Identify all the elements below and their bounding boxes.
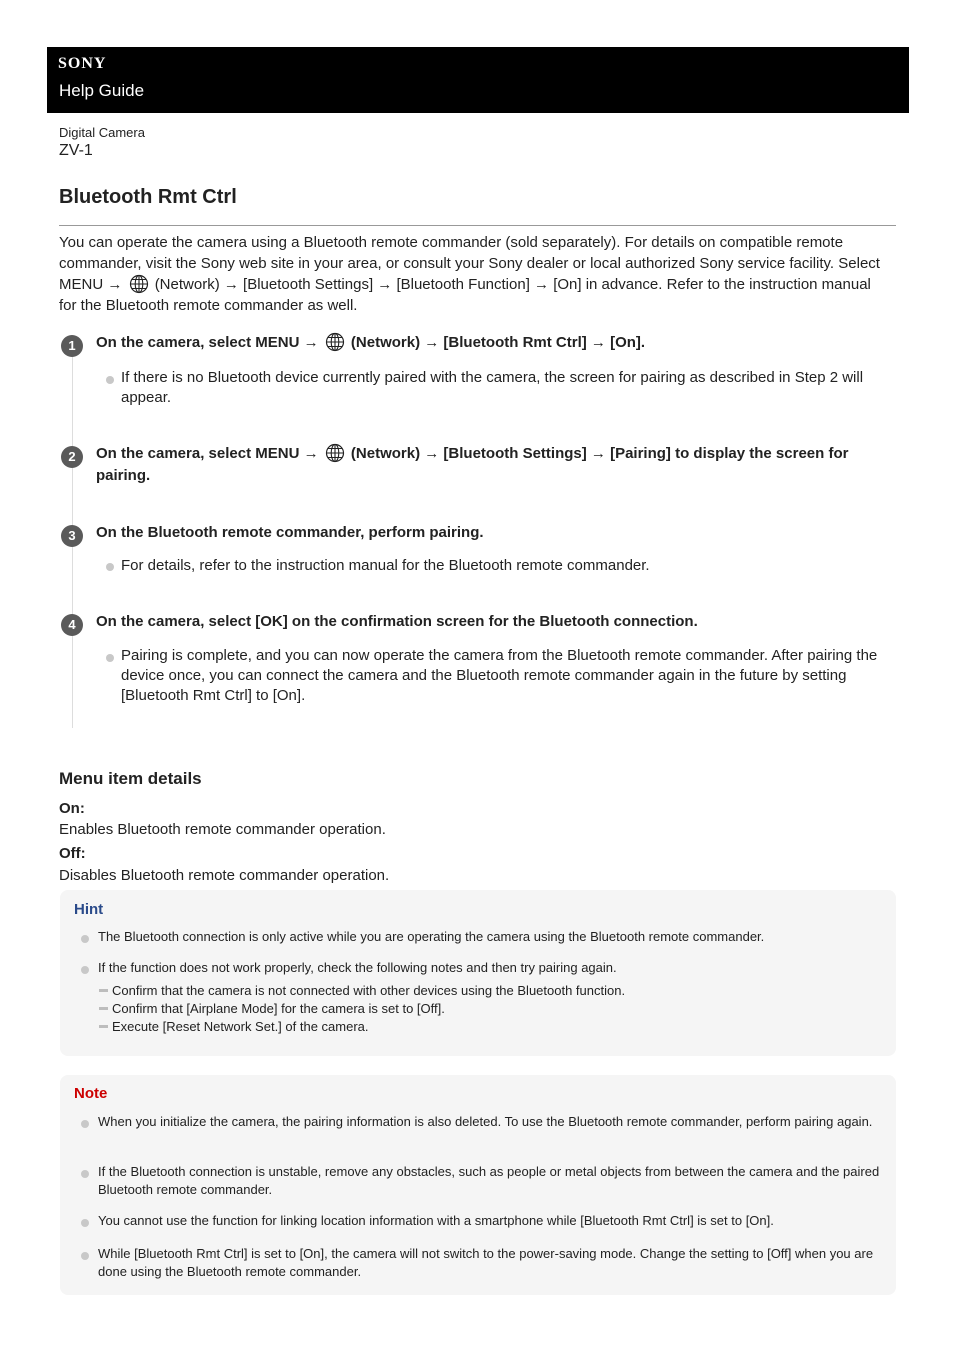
step-title-2	[96, 443, 892, 487]
bullet-dot	[81, 1170, 89, 1178]
bullet-dot	[106, 563, 114, 571]
step-title-1	[96, 332, 892, 354]
step-title-3: On the Bluetooth remote commander, perform pairing.	[96, 524, 484, 541]
hint-title: Hint	[74, 901, 104, 918]
note-box	[60, 1075, 896, 1295]
breadcrumb-category: Digital Camera	[59, 125, 145, 140]
menu-desc-off: Disables Bluetooth remote commander operation.	[59, 867, 390, 884]
bullet-dot	[81, 966, 89, 974]
step-title-1-post: (Network) → [Bluetooth Rmt Ctrl] → [On].	[350, 334, 646, 351]
breadcrumb-model: ZV-1	[59, 142, 93, 159]
note-item: When you initialize the camera, the pairing information is also deleted. To use the Bluetooth remote commander, perform pairing again.	[98, 1114, 873, 1129]
hint-box	[60, 890, 896, 1056]
help-guide-label: Help Guide	[59, 81, 145, 100]
dash-bullet	[99, 1025, 108, 1028]
globe-icon	[325, 332, 345, 352]
step-4-bullet: Pairing is complete, and you can now operate the camera from the Bluetooth remote commander. After pairing the device once, you can connect the camera and the Bluetooth remote commander again in the future by setting [Bluetooth Rmt Ctrl] to [On].	[121, 647, 878, 704]
step-1-bullet: If there is no Bluetooth device currently paired with the camera, the screen for pairing as described in Step 2 will appear.	[121, 369, 864, 406]
step-title-2-pre: On the camera, select MENU →	[96, 445, 319, 462]
intro-text-2: (Network) → [Bluetooth Settings] → [Bluetooth Function] → [On] in advance. Refer to the instruction manual for the Bluetooth remote commander as well.	[59, 276, 871, 314]
intro-paragraph	[59, 232, 889, 316]
hint-subitem: Execute [Reset Network Set.] of the camera.	[112, 1019, 369, 1034]
note-item: You cannot use the function for linking location information with a smartphone while [Bluetooth Rmt Ctrl] is set to [On].	[98, 1213, 774, 1228]
bullet-dot	[81, 1120, 89, 1128]
dash-bullet	[99, 1007, 108, 1010]
globe-icon	[129, 274, 149, 294]
step-number-2: 2	[61, 446, 83, 468]
page-title: Bluetooth Rmt Ctrl	[59, 186, 237, 208]
hint-item: If the function does not work properly, check the following notes and then try pairing again.	[98, 960, 617, 975]
hint-item: The Bluetooth connection is only active while you are operating the camera using the Bluetooth remote commander.	[98, 929, 765, 944]
bullet-dot	[81, 1252, 89, 1260]
step-number-3: 3	[61, 525, 83, 547]
bullet-dot	[81, 935, 89, 943]
step-title-2-post: (Network) → [Bluetooth Settings] → [Pairing] to display the screen for pairing.	[96, 445, 849, 484]
bullet-dot	[81, 1219, 89, 1227]
menu-term-off: Off:	[59, 845, 86, 862]
step-3-bullet: For details, refer to the instruction manual for the Bluetooth remote commander.	[121, 557, 650, 574]
dash-bullet	[99, 989, 108, 992]
sony-logo[interactable]: SONY	[58, 55, 107, 72]
note-item: If the Bluetooth connection is unstable, remove any obstacles, such as people or metal objects from between the camera and the paired Bluetooth remote commander.	[98, 1164, 880, 1197]
note-title: Note	[74, 1085, 108, 1102]
step-number-4: 4	[61, 614, 83, 636]
hint-subitem: Confirm that [Airplane Mode] for the camera is set to [Off].	[112, 1001, 445, 1016]
bullet-dot	[106, 376, 114, 384]
hint-subitem: Confirm that the camera is not connected with other devices using the Bluetooth function.	[112, 983, 626, 998]
globe-icon	[325, 443, 345, 463]
menu-desc-on: Enables Bluetooth remote commander operation.	[59, 821, 386, 838]
step-number-1: 1	[61, 335, 83, 357]
header-bar	[47, 47, 909, 113]
title-divider	[59, 225, 896, 226]
step-title-4: On the camera, select [OK] on the confirmation screen for the Bluetooth connection.	[96, 613, 698, 630]
intro-text-1: You can operate the camera using a Bluetooth remote commander (sold separately). For details on compatible remote commander, visit the Sony web site in your area, or consult your Sony dealer or local authorized Sony service facility. Select MENU →	[59, 234, 880, 293]
step-title-1-pre: On the camera, select MENU →	[96, 334, 319, 351]
note-item: While [Bluetooth Rmt Ctrl] is set to [On], the camera will not switch to the power-saving mode. Change the setting to [Off] when you are done using the Bluetooth remote commander.	[98, 1246, 874, 1279]
menu-term-on: On:	[59, 800, 85, 817]
menu-details-heading: Menu item details	[59, 769, 202, 788]
bullet-dot	[106, 654, 114, 662]
